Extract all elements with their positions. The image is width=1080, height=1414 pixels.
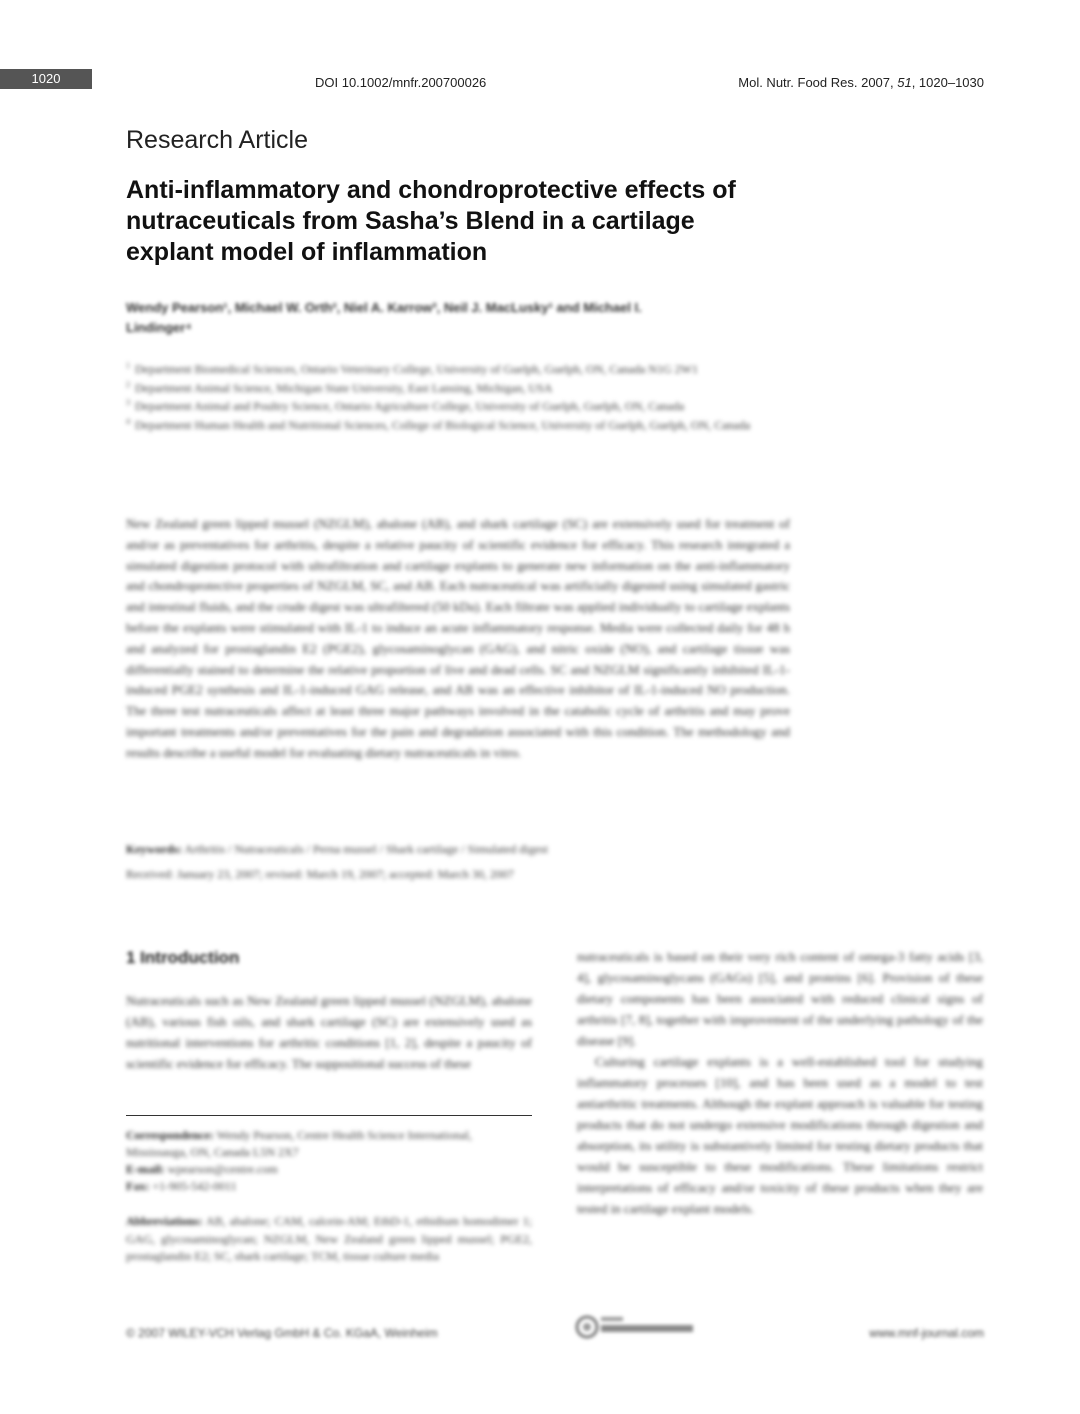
correspondence-footnote xyxy=(126,1127,532,1195)
intro-right-column xyxy=(577,946,983,1219)
affiliation-number: 4 xyxy=(126,416,130,426)
correspondence-label: Correspondence: xyxy=(126,1128,214,1142)
email-line xyxy=(126,1161,532,1178)
abstract-text: New Zealand green lipped mussel (NZGLM), abalone (AB), and shark cartilage (SC) are extensively used for treatment of and/or as preventatives for arthritis, despite a relative paucity of scientific evidence for efficacy. This research integrated a simulated digestion protocol with ultrafiltration and cartilage explants to generate new information on the anti-inflammatory and chondroprotective properties of NZGLM, SC, and AB. Each nutraceutical was artificially digested using simulated gastric and intestinal fluids, and the crude digest was ultrafiltered (50 kDa). Each filtrate was applied individually to cartilage explants before the explants were stimulated with IL-1 to induce an acute inflammatory response. Media were collected daily for 48 h and analyzed for prostaglandin E2 (PGE2), glycosaminoglycan (GAG), and nitric oxide (NO), and cartilage tissue was differentially stained to determine the relative proportion of live and dead cells. SC and NZGLM significantly inhibited IL-1-induced PGE2 synthesis and IL-1-induced GAG release, and AB was an effective inhibitor of IL-1-induced NO production. The three test nutraceuticals affect at least three major pathways involved in the catabolic cycle of arthritis and may prove important treatments and/or preventatives for the pain and degradation associated with this condition. The methodology and results describe a useful model for evaluating dietary nutraceuticals in vitro. xyxy=(126,516,790,760)
email-label: E-mail: xyxy=(126,1162,165,1176)
correspondence-text: Wendy Pearson, Centre Health Science International, Mississauga, ON, Canada L5N 2X7 xyxy=(126,1128,472,1159)
abbreviations-label: Abbreviations: xyxy=(126,1214,203,1228)
affiliations xyxy=(126,360,790,434)
keywords-line xyxy=(126,842,790,857)
intro-paragraph: nutraceuticals is based on their very rich content of omega-3 fatty acids [3, 4], glycosaminoglycans (GAGs) [5], and proteins [6]. Provision of these dietary components has been associated with reduced clinical signs of arthritis [7, 8], together with improvement of the underlying pathology of the disease [9]. xyxy=(577,949,983,1048)
intro-left-column: Nutraceuticals such as New Zealand green lipped mussel (NZGLM), abalone (AB), various fish oils, and shark cartilage (SC) are extensively used as nutritional interventions for arthritic conditions [1, 2], despite a paucity of scientific evidence for efficacy. The suppositional success of these xyxy=(126,993,532,1071)
affiliation-item xyxy=(126,360,790,379)
journal-prefix: Mol. Nutr. Food Res. 2007, xyxy=(738,75,898,90)
journal-url[interactable]: www.mnf-journal.com xyxy=(869,1326,984,1340)
affiliation-text: Department Biomedical Sciences, Ontario Veterinary College, University of Guelph, Guelph, ON, Canada N1G 2W1 xyxy=(135,362,698,376)
affiliation-item xyxy=(126,416,790,435)
article-title: Anti-inflammatory and chondroprotective effects of nutraceuticals from Sasha’s Blend in a cartilage explant model of inflammation xyxy=(126,176,736,266)
abbreviations-footnote xyxy=(126,1213,532,1266)
fax-number: +1-905-542-0011 xyxy=(152,1179,237,1193)
fax-line xyxy=(126,1178,532,1195)
copyright-notice: © 2007 WILEY-VCH Verlag GmbH & Co. KGaA, Weinheim xyxy=(126,1326,438,1340)
interscience-logo xyxy=(575,1312,699,1342)
affiliation-text: Department Human Health and Nutritional Sciences, College of Biological Science, University of Guelph, Guelph, ON, Canada xyxy=(135,417,751,432)
footnote-divider xyxy=(126,1115,532,1116)
author-list: Wendy Pearson¹, Michael W. Orth², Niel A. Karrow³, Neil J. MacLusky¹ and Michael I. Lindinger⁴ xyxy=(126,300,642,335)
affiliation-number: 2 xyxy=(126,379,130,389)
abbreviations-text: AB, abalone; CAM, calcein-AM; EthD-1, ethidium homodimer 1; GAG, glycosaminoglycan; NZGLM, New Zealand green lipped mussel; PGE2, prostaglandin E2; SC, shark cartilage; TCM, tissue culture media xyxy=(126,1214,532,1263)
introduction-heading: 1 Introduction xyxy=(126,948,240,967)
doi-header: DOI 10.1002/mnfr.200700026 xyxy=(315,75,487,90)
fax-label: Fax: xyxy=(126,1179,150,1193)
journal-volume: 51 xyxy=(897,75,912,90)
email-address: wpearson@centre.com xyxy=(167,1162,278,1176)
affiliation-number: 1 xyxy=(126,361,130,370)
affiliation-item xyxy=(126,397,790,416)
section-label: Research Article xyxy=(126,126,309,154)
affiliation-text: Department Animal Science, Michigan State University, East Lansing, Michigan, USA xyxy=(135,380,553,395)
intro-paragraph: Culturing cartilage explants is a well-established tool for studying inflammatory processes [10], and has been used as a model to test antiarthritic treatments. Although the explant approach is valuable for testing products that do not undergo extensive modifications through digestion and absorption, its utility is substantively limited for testing dietary products that would be susceptible to these modifications. These limitations restrict interpretations of efficacy and/or toxicity of these products when they are tested in cartilage explant models. xyxy=(577,1054,983,1216)
received-dates: Received: January 23, 2007; revised: March 19, 2007; accepted: March 30, 2007 xyxy=(126,867,514,881)
affiliation-item xyxy=(126,379,790,398)
journal-citation xyxy=(738,75,984,90)
journal-pages: , 1020–1030 xyxy=(911,75,984,90)
affiliation-text: Department Animal and Poultry Science, Ontario Agriculture College, University of Guelph, Guelph, ON, Canada xyxy=(135,399,685,413)
keywords-label: Keywords: xyxy=(126,842,182,856)
page-number-tab: 1020 xyxy=(0,69,92,89)
correspondence-line xyxy=(126,1127,532,1161)
keywords-text: Arthritis / Nutraceuticals / Perna mussel / Shark cartilage / Simulated digest xyxy=(184,842,548,856)
affiliation-number: 3 xyxy=(126,398,130,407)
interscience-logo-icon xyxy=(575,1312,699,1342)
